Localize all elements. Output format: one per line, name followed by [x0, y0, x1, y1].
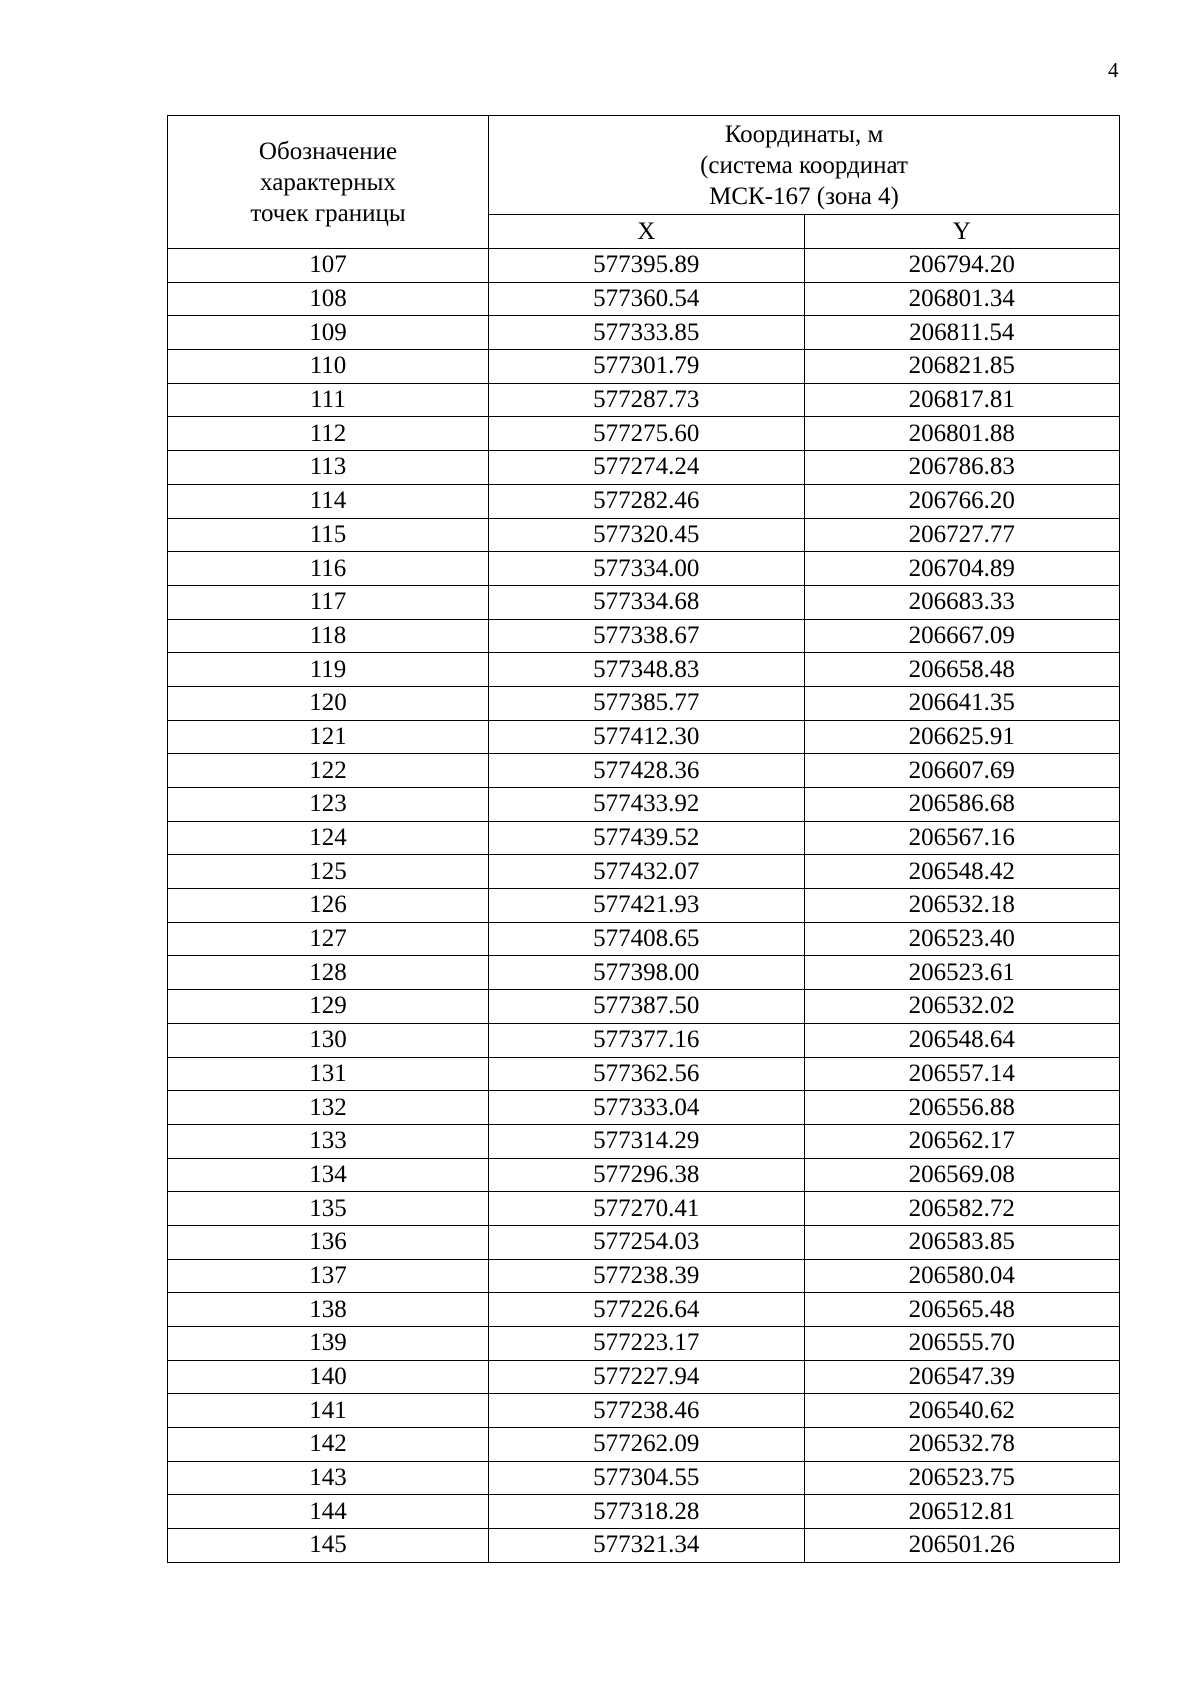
header-coords-line: (система координат [700, 151, 908, 179]
cell-x: 577274.24 [489, 451, 805, 485]
cell-y: 206540.62 [804, 1394, 1120, 1428]
cell-x: 577387.50 [489, 990, 805, 1024]
table-row [168, 282, 1120, 316]
cell-point: 128 [168, 956, 489, 990]
cell-x: 577408.65 [489, 922, 805, 956]
cell-point: 135 [168, 1192, 489, 1226]
cell-x: 577282.46 [489, 484, 805, 518]
table-row [168, 316, 1120, 350]
cell-y: 206548.42 [804, 855, 1120, 889]
header-x: X [489, 215, 805, 249]
table-row [168, 720, 1120, 754]
cell-point: 124 [168, 821, 489, 855]
table-row [168, 653, 1120, 687]
cell-y: 206811.54 [804, 316, 1120, 350]
table-body [168, 249, 1120, 1563]
table-row [168, 1225, 1120, 1259]
cell-y: 206580.04 [804, 1259, 1120, 1293]
cell-point: 109 [168, 316, 489, 350]
cell-x: 577304.55 [489, 1461, 805, 1495]
cell-x: 577398.00 [489, 956, 805, 990]
cell-x: 577433.92 [489, 788, 805, 822]
cell-y: 206555.70 [804, 1327, 1120, 1361]
cell-x: 577238.39 [489, 1259, 805, 1293]
table-row [168, 1293, 1120, 1327]
table-row [168, 383, 1120, 417]
table-row [168, 1023, 1120, 1057]
cell-y: 206562.17 [804, 1124, 1120, 1158]
table-row [168, 1495, 1120, 1529]
table-row [168, 1158, 1120, 1192]
cell-y: 206523.61 [804, 956, 1120, 990]
cell-point: 117 [168, 585, 489, 619]
cell-x: 577333.04 [489, 1091, 805, 1125]
table-row [168, 585, 1120, 619]
cell-y: 206501.26 [804, 1529, 1120, 1563]
cell-point: 122 [168, 754, 489, 788]
cell-point: 142 [168, 1428, 489, 1462]
cell-point: 129 [168, 990, 489, 1024]
cell-point: 110 [168, 350, 489, 384]
cell-y: 206607.69 [804, 754, 1120, 788]
table-row [168, 1360, 1120, 1394]
cell-x: 577254.03 [489, 1225, 805, 1259]
cell-y: 206523.75 [804, 1461, 1120, 1495]
cell-point: 113 [168, 451, 489, 485]
cell-point: 125 [168, 855, 489, 889]
cell-point: 131 [168, 1057, 489, 1091]
table-row [168, 821, 1120, 855]
cell-point: 139 [168, 1327, 489, 1361]
cell-point: 120 [168, 686, 489, 720]
cell-point: 121 [168, 720, 489, 754]
table-row [168, 451, 1120, 485]
cell-point: 107 [168, 249, 489, 283]
cell-point: 119 [168, 653, 489, 687]
cell-point: 123 [168, 788, 489, 822]
cell-y: 206582.72 [804, 1192, 1120, 1226]
cell-x: 577262.09 [489, 1428, 805, 1462]
cell-y: 206683.33 [804, 585, 1120, 619]
cell-y: 206625.91 [804, 720, 1120, 754]
cell-point: 108 [168, 282, 489, 316]
cell-x: 577238.46 [489, 1394, 805, 1428]
cell-x: 577428.36 [489, 754, 805, 788]
cell-y: 206556.88 [804, 1091, 1120, 1125]
cell-x: 577385.77 [489, 686, 805, 720]
cell-point: 144 [168, 1495, 489, 1529]
cell-point: 118 [168, 619, 489, 653]
cell-x: 577432.07 [489, 855, 805, 889]
cell-x: 577226.64 [489, 1293, 805, 1327]
page-number: 4 [1108, 58, 1119, 82]
cell-point: 116 [168, 552, 489, 586]
header-coords-line: МСК-167 (зона 4) [709, 182, 899, 210]
cell-point: 112 [168, 417, 489, 451]
cell-y: 206766.20 [804, 484, 1120, 518]
cell-x: 577287.73 [489, 383, 805, 417]
cell-y: 206821.85 [804, 350, 1120, 384]
cell-y: 206641.35 [804, 686, 1120, 720]
table-row [168, 249, 1120, 283]
cell-x: 577296.38 [489, 1158, 805, 1192]
table-row [168, 1192, 1120, 1226]
header-coordinates [489, 116, 1120, 215]
cell-x: 577314.29 [489, 1124, 805, 1158]
header-row-top [168, 116, 1120, 215]
table-row [168, 1394, 1120, 1428]
cell-point: 114 [168, 484, 489, 518]
cell-point: 127 [168, 922, 489, 956]
cell-x: 577395.89 [489, 249, 805, 283]
cell-y: 206727.77 [804, 518, 1120, 552]
table-row [168, 484, 1120, 518]
table-row [168, 1327, 1120, 1361]
cell-x: 577362.56 [489, 1057, 805, 1091]
cell-y: 206658.48 [804, 653, 1120, 687]
table-row [168, 1057, 1120, 1091]
cell-y: 206567.16 [804, 821, 1120, 855]
table-row [168, 1091, 1120, 1125]
table-row [168, 956, 1120, 990]
cell-y: 206583.85 [804, 1225, 1120, 1259]
cell-x: 577301.79 [489, 350, 805, 384]
cell-x: 577223.17 [489, 1327, 805, 1361]
cell-point: 132 [168, 1091, 489, 1125]
cell-y: 206512.81 [804, 1495, 1120, 1529]
cell-y: 206548.64 [804, 1023, 1120, 1057]
table-row [168, 1461, 1120, 1495]
header-point-line: Обозначение [258, 137, 398, 165]
cell-x: 577360.54 [489, 282, 805, 316]
table-row [168, 1259, 1120, 1293]
cell-point: 126 [168, 889, 489, 923]
cell-x: 577334.00 [489, 552, 805, 586]
cell-point: 145 [168, 1529, 489, 1563]
table-row [168, 990, 1120, 1024]
cell-point: 130 [168, 1023, 489, 1057]
cell-y: 206801.34 [804, 282, 1120, 316]
cell-y: 206801.88 [804, 417, 1120, 451]
cell-point: 138 [168, 1293, 489, 1327]
cell-y: 206817.81 [804, 383, 1120, 417]
cell-point: 137 [168, 1259, 489, 1293]
table-header [168, 116, 1120, 249]
table-row [168, 350, 1120, 384]
cell-point: 141 [168, 1394, 489, 1428]
table-row [168, 788, 1120, 822]
cell-point: 140 [168, 1360, 489, 1394]
cell-x: 577320.45 [489, 518, 805, 552]
header-y: Y [804, 215, 1120, 249]
header-point-line: точек границы [250, 199, 406, 227]
table-row [168, 619, 1120, 653]
cell-y: 206704.89 [804, 552, 1120, 586]
cell-x: 577338.67 [489, 619, 805, 653]
header-coords-line: Координаты, м [724, 120, 884, 148]
cell-x: 577439.52 [489, 821, 805, 855]
cell-y: 206523.40 [804, 922, 1120, 956]
table-row [168, 754, 1120, 788]
cell-y: 206569.08 [804, 1158, 1120, 1192]
cell-x: 577334.68 [489, 585, 805, 619]
table-row [168, 686, 1120, 720]
cell-x: 577321.34 [489, 1529, 805, 1563]
cell-y: 206532.78 [804, 1428, 1120, 1462]
table-row [168, 1529, 1120, 1563]
table-row [168, 889, 1120, 923]
coordinates-table [167, 115, 1120, 1563]
cell-y: 206586.68 [804, 788, 1120, 822]
cell-point: 143 [168, 1461, 489, 1495]
cell-x: 577318.28 [489, 1495, 805, 1529]
cell-y: 206532.02 [804, 990, 1120, 1024]
cell-x: 577333.85 [489, 316, 805, 350]
cell-x: 577270.41 [489, 1192, 805, 1226]
header-point-line: характерных [260, 168, 396, 196]
cell-point: 111 [168, 383, 489, 417]
cell-point: 133 [168, 1124, 489, 1158]
table-row [168, 552, 1120, 586]
cell-y: 206557.14 [804, 1057, 1120, 1091]
cell-y: 206786.83 [804, 451, 1120, 485]
cell-y: 206667.09 [804, 619, 1120, 653]
table-row [168, 855, 1120, 889]
cell-x: 577412.30 [489, 720, 805, 754]
table-row [168, 922, 1120, 956]
cell-point: 136 [168, 1225, 489, 1259]
table-row [168, 417, 1120, 451]
cell-y: 206532.18 [804, 889, 1120, 923]
table-row [168, 1124, 1120, 1158]
cell-point: 134 [168, 1158, 489, 1192]
table-row [168, 518, 1120, 552]
cell-x: 577348.83 [489, 653, 805, 687]
cell-x: 577377.16 [489, 1023, 805, 1057]
header-point-designation [168, 116, 489, 249]
cell-point: 115 [168, 518, 489, 552]
cell-x: 577275.60 [489, 417, 805, 451]
cell-x: 577421.93 [489, 889, 805, 923]
cell-y: 206547.39 [804, 1360, 1120, 1394]
cell-y: 206565.48 [804, 1293, 1120, 1327]
table-row [168, 1428, 1120, 1462]
cell-x: 577227.94 [489, 1360, 805, 1394]
cell-y: 206794.20 [804, 249, 1120, 283]
